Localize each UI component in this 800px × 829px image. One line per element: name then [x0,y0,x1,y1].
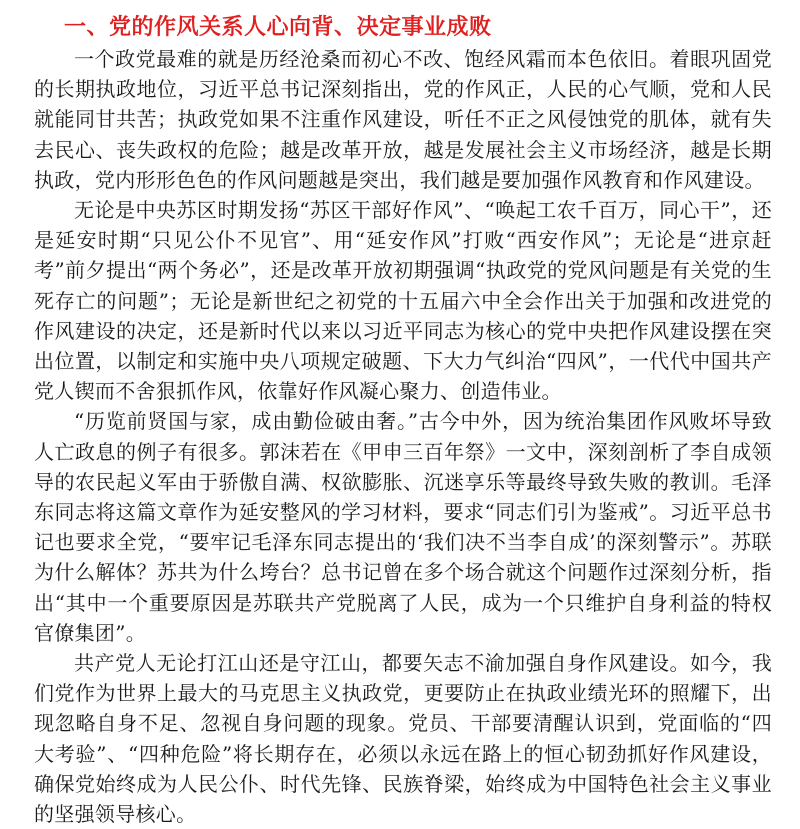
paragraph-2: 无论是中央苏区时期发扬“苏区干部好作风”、“唤起工农千百万，同心干”，还是延安时期“只见公仆不见官”、用“延安作风”打败“西安作风”；无论是“进京赶考”前夕提出“两个务必”，还是改革开放初期强调“执政党的党风问题是有关党的生死存亡的问题”；无论是新世纪之初党的十五届六中全会作出关于加强和改进党的作风建设的决定，还是新时代以来以习近平同志为核心的党中央把作风建设摆在突出位置，以制定和实施中央八项规定破题、下大力气纠治“四风”，一代代中国共产党人锲而不舍狠抓作风，依靠好作风凝心聚力、创造伟业。 [34,198,772,404]
paragraph-3: “历览前贤国与家，成由勤俭破由奢。”古今中外，因为统治集团作风败坏导致人亡政息的例子有很多。郭沫若在《甲申三百年祭》一文中，深刻剖析了李自成领导的农民起义军由于骄傲自满、权欲膨胀、沉迷享乐等最终导致失败的教训。毛泽东同志将这篇文章作为延安整风的学习材料，要求“同志们引为鉴戒”。习近平总书记也要求全党，“要牢记毛泽东同志提出的‘我们决不当李自成’的深刻警示”。苏联为什么解体？苏共为什么垮台？总书记曾在多个场合就这个问题作过深刻分析，指出“其中一个重要原因是苏联共产党脱离了人民，成为一个只维护自身利益的特权官僚集团”。 [34,409,772,645]
section-heading: 一、党的作风关系人心向背、决定事业成败 [64,15,492,40]
paragraph-1: 一个政党最难的就是历经沧桑而初心不改、饱经风霜而本色依旧。着眼巩固党的长期执政地位，习近平总书记深刻指出，党的作风正，人民的心气顺，党和人民就能同甘共苦；执政党如果不注重作风建设，听任不正之风侵蚀党的肌体，就有失去民心、丧失政权的危险；越是改革开放，越是发展社会主义市场经济，越是长期执政，党内形形色色的作风问题越是突出，我们越是要加强作风教育和作风建设。 [34,47,772,192]
paragraph-4: 共产党人无论打江山还是守江山，都要矢志不渝加强自身作风建设。如今，我们党作为世界上最大的马克思主义执政党，更要防止在执政业绩光环的照耀下，出现忽略自身不足、忽视自身问题的现象。党员、干部要清醒认识到，党面临的“四大考验”、“四种危险”将长期存在，必须以永远在路上的恒心韧劲抓好作风建设，确保党始终成为人民公仆、时代先锋、民族脊梁，始终成为中国特色社会主义事业的坚强领导核心。 [34,651,772,827]
